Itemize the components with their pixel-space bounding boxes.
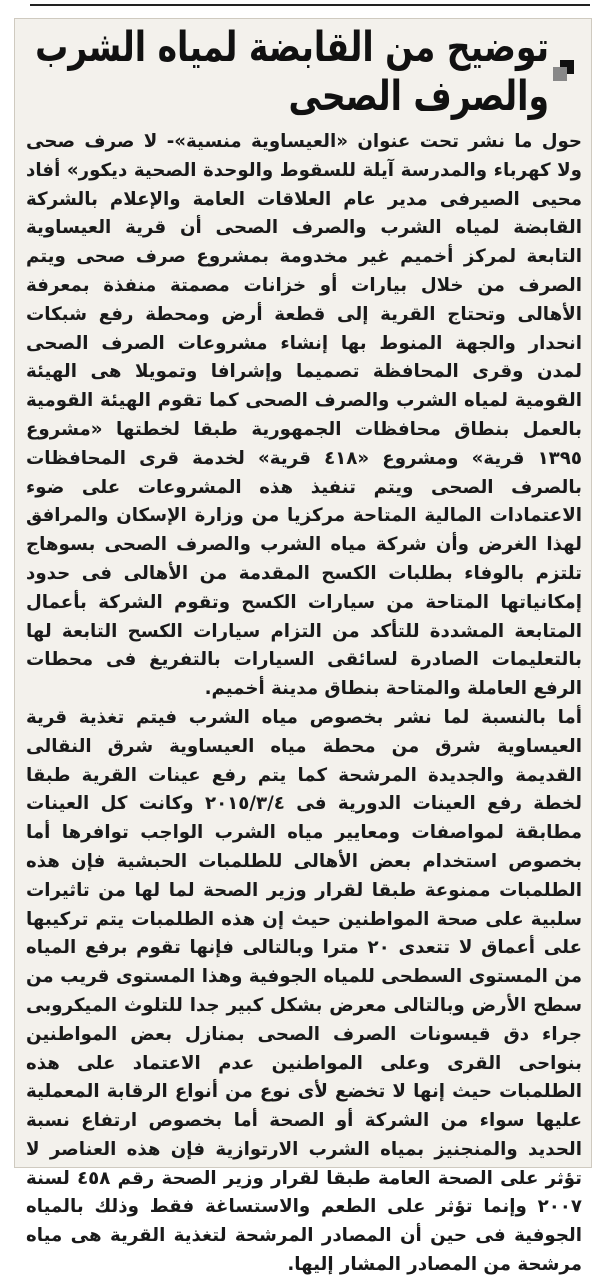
headline-block xyxy=(14,22,574,120)
article-body xyxy=(26,128,583,1276)
article-paragraph: حول ما نشر تحت عنوان «العيساوية منسية»- لا صرف صحى ولا كهرباء والمدرسة آيلة للسقوط والوحدة الصحية ديكور» أفاد محيى الصيرفى مدير عام العلاقات العامة والإعلام بالشركة القابضة لمياه الشرب والصرف الصحى أن قرية العيساوية التابعة لمركز أخميم غير مخدومة بمشروع صرف صحى ويتم الصرف من خلال بيارات أو خزانات مصمتة منفذة بمعرفة الأهالى وتحتاج القرية إلى قطعة أرض ومحطة رفع شبكات انحدار والجهة المنوط بها إنشاء مشروعات الصرف الصحى لمدن وقرى المحافظة تصميما وإشرافا وتمويلا هى الهيئة القومية لمياه الشرب والصرف الصحى كما تقوم الهيئة القومية بالعمل بنطاق محافظات الجمهورية طبقا لخطتها «مشروع ١٣٩٥ قرية» ومشروع «٤١٨ قرية» لخدمة قرى المحافظات بالصرف الصحى ويتم تنفيذ هذه المشروعات على ضوء الاعتمادات المالية المتاحة مركزيا من وزارة الإسكان والمرافق لهذا الغرض وأن شركة مياه الشرب والصرف الصحى بسوهاج تلتزم بالوفاء بطلبات الكسح المقدمة من الأهالى فى حدود إمكانياتها المتاحة من سيارات الكسح وتقوم الشركة بأعمال المتابعة المشددة للتأكد من التزام سيارات الكسح التابعة لها بالتعليمات الصادرة لسائقى السيارات بالتفريغ فى محطات الرفع العاملة والمتاحة بنطاق مدينة أخميم. xyxy=(26,131,582,700)
article-paragraph: أما بالنسبة لما نشر بخصوص مياه الشرب فيتم تغذية قرية العيساوية شرق من محطة مياه العيساوية شرق النقالى القديمة والجديدة المرشحة كما يتم رفع عينات القرية طبقا لخطة رفع العينات الدورية فى ٢٠١٥/٣/٤ وكانت كل العينات مطابقة لمواصفات ومعايير مياه الشرب الواجب توافرها أما بخصوص استخدام بعض الأهالى للطلمبات الحبشية فإن هذه الطلمبات ممنوعة طبقا لقرار وزير الصحة لما لها من تاثيرات سلبية على صحة المواطنين حيث إن هذه الطلمبات يتم تركيبها على أعماق لا تتعدى ٢٠ مترا وبالتالى فإنها تقوم برفع المياه من المستوى السطحى للمياه الجوفية وهذا المستوى قريب من سطح الأرض وبالتالى معرض بشكل كبير جدا للتلوث الميكروبى جراء دق قيسونات الصرف الصحى بمنازل بعض المواطنين بنواحى القرى وعلى المواطنين عدم الاعتماد على هذه الطلمبات حيث إنها لا تخضع لأى نوع من أنواع الرقابة المعملية عليها سواء من الشركة أو الصحة أما بخصوص ارتفاع نسبة الحديد والمنجنيز بمياه الشرب الارتوازية فإن هذه العناصر لا تؤثر على الصحة العامة طبقا لقرار وزير الصحة رقم ٤٥٨ لسنة ٢٠٠٧ وإنما تؤثر على الطعم والاستساغة فقط وذلك بالمياه الجوفية فى حين أن المصادر المرشحة لتغذية القرية هى مياه مرشحة من المصادر المشار إليها. xyxy=(26,706,583,1276)
newspaper-clipping xyxy=(14,18,592,1276)
headline-title: توضيح من القابضة لمياه الشرب والصرف الصحى xyxy=(35,22,550,120)
square-bullet-icon xyxy=(559,60,574,82)
top-rule xyxy=(30,4,590,6)
